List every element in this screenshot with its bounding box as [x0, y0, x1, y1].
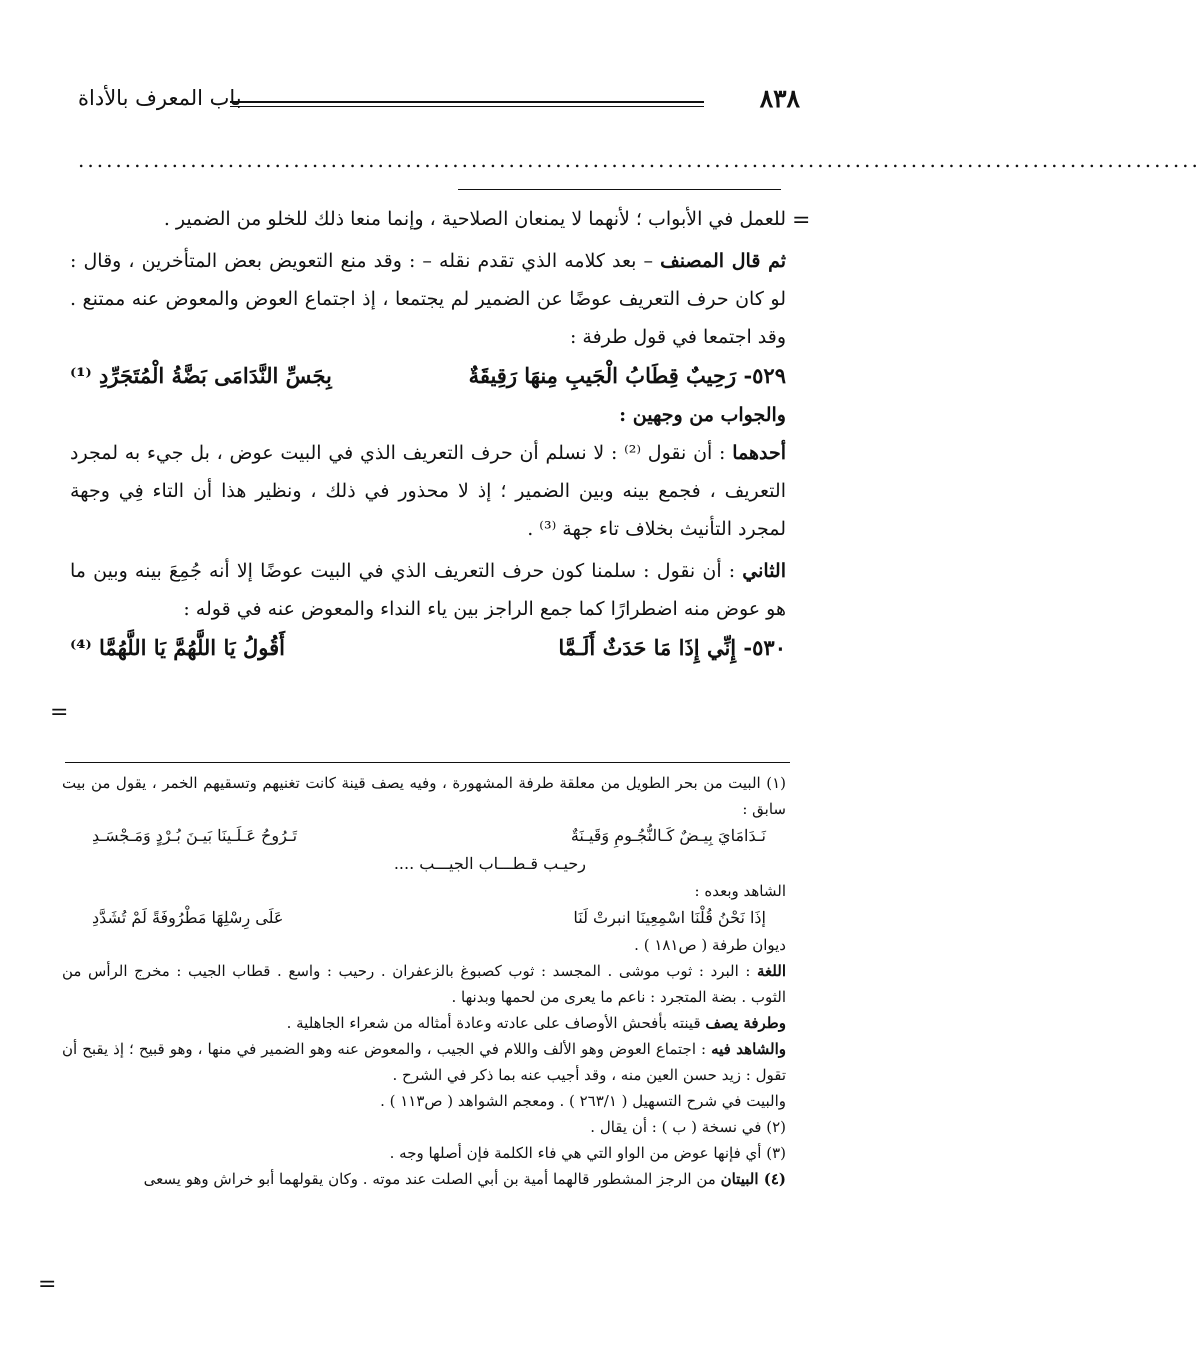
footnotes: [62, 770, 786, 1192]
footnote-rule: [65, 762, 790, 763]
page-number: ٨٣٨: [759, 84, 800, 113]
header-rule: [230, 101, 704, 107]
main-text: [70, 200, 786, 668]
paragraph-text: : أن نقول ⁽²⁾ : لا نسلم أن حرف التعريف الذي في البيت عوض ، بل جيء به لمجرد التعريف ، فجمع بينه وبين الضمير ؛ إذ لا محذور في ذلك ، ونظير هذا أن التاء فِي وجهة لمجرد التأنيث بخلاف تاء جهة ⁽³⁾ .: [70, 442, 786, 540]
footnote-lead: وطرفة يصف: [705, 1014, 786, 1032]
footnote-text: : البرد : ثوب موشى . المجسد : ثوب كصبوغ بالزعفران . رحيب : واسع . قطاب الجيب : مخرج الرأس من الثوب . بضة المتجرد : ناعم ما يعرى من لحمها وبدنها .: [62, 962, 786, 1006]
footnote-evidence: [62, 1036, 786, 1088]
verse-hemistich-second: أَقُولُ يَا اللَّهُمَّ يَا اللَّهُمَّا ⁽⁴⁾: [70, 635, 285, 660]
paragraph-author-quote: [70, 242, 786, 356]
footnote-verse: [62, 904, 786, 932]
footnote-1: (١) البيت من بحر الطويل من معلقة طرفة المشهورة ، وفيه يصف قينة كانت تغنيهم وتسقيهم الخمر ، يقول من بيت سابق :: [62, 774, 786, 818]
footnote-verse-fragment: رحيـب قـطـــاب الجيـــب ....: [393, 854, 586, 873]
footnote-vocabulary: [62, 958, 786, 1010]
paragraph-lead: أحدهما: [732, 442, 786, 464]
continuation-mark-top: =: [792, 208, 811, 233]
dotted-separator: ........................................................................................................................: [78, 148, 1201, 172]
paragraph-text: : أن نقول : سلمنا كون حرف التعريف الذي في البيت عوضًا إلا أنه جُمِعَ بينه وبين ما هو عوض منه اضطرارًا كما جمع الراجز بين ياء النداء والمعوض عنه في قوله :: [70, 560, 786, 620]
footnote-verse: [62, 822, 786, 850]
verse-hemistich-second: بِجَسِّ النَّدَامَى بَضَّةُ الْمُتَجَرِّدِ ⁽¹⁾: [70, 363, 332, 388]
verse-hemistich-second: تَـرُوحُ عَـلَـينَا بَيـنَ بُـرْدٍ وَمَـجْسَـدِ: [92, 826, 298, 845]
answer-heading: والجواب من وجهين :: [619, 404, 786, 426]
footnote-3: (٣) أي فإنها عوض من الواو التي هي فاء الكلمة فإن أصلها وجه .: [389, 1144, 786, 1162]
paragraph-first-answer: [70, 434, 786, 548]
footnote-text: من الرجز المشطور قالهما أمية بن أبي الصلت عند موته . وكان يقولهما أبو خراش وهو يسعى: [143, 1170, 721, 1188]
footnote-text: الشاهد وبعده :: [694, 882, 786, 900]
verse-529: [70, 356, 786, 396]
continuation-rule: [458, 189, 781, 190]
footnote-lead: والشاهد فيه: [711, 1040, 787, 1058]
paragraph-continuation: للعمل في الأبواب ؛ لأنهما لا يمنعان الصلاحية ، وإنما منعا ذلك للخلو من الضمير .: [163, 208, 786, 230]
verse-hemistich-first: ٥٣٠- إِنِّي إِذَا مَا حَدَثٌ أَلَـمَّا: [558, 635, 786, 660]
footnote-references: والبيت في شرح التسهيل ( ٢٦٣/١ ) . ومعجم الشواهد ( ص١١٣ ) .: [380, 1092, 786, 1110]
paragraph-text: – بعد كلامه الذي تقدم نقله – : وقد منع التعويض بعض المتأخرين ، وقال : لو كان حرف التعريف عوضًا عن الضمير لم يجتمعا ، إذ اجتماع العوض والمعوض عنه ممتنع . وقد اجتمعا في قول طرفة :: [70, 250, 786, 348]
footnote-4: [62, 1166, 786, 1192]
verse-hemistich-first: نَـدَامَايَ بِيـضٌ كَـالنُّجُـومِ وَقَيـنَةٌ: [570, 826, 766, 845]
verse-530: [70, 628, 786, 668]
footnote-text: : اجتماع العوض وهو الألف واللام في الجيب ، والمعوض عنه وهو الضمير في منها ، وهو قبيح ؛ إذ يقبح أن تقول : زيد حسن العين منه ، وقد أجيب عنه بما ذكر في الشرح .: [62, 1040, 786, 1084]
footnote-source: ديوان طرفة ( ص١٨١ ) .: [634, 936, 786, 954]
footnote-description: [62, 1010, 786, 1036]
paragraph-lead: ثم قال المصنف: [660, 250, 786, 272]
paragraph-lead: الثاني: [742, 560, 786, 582]
verse-hemistich-first: إذَا نَحْنُ قُلْنَا اسْمِعِينَا انبرتْ لَنَا: [573, 908, 766, 927]
page-header: [70, 84, 800, 124]
paragraph-answer-heading: [70, 396, 786, 434]
verse-hemistich-first: ٥٢٩- رَحِيبٌ قِطَابُ الْجَيبِ مِنهَا رَقِيقَةٌ: [468, 363, 786, 388]
footnote-lead: اللغة: [757, 962, 786, 980]
footnote-2: (٢) في نسخة ( ب ) : أن يقال .: [590, 1118, 786, 1136]
continuation-mark-bottom: =: [38, 1272, 57, 1297]
continuation-mark-verse: =: [50, 700, 69, 725]
verse-hemistich-second: عَلَى رِسْلِهَا مَطْرُوفَةً لَمْ تُشَدَّدِ: [92, 908, 284, 927]
footnote-text: قينته بأفحش الأوصاف على عادته وعادة أمثاله من شعراء الجاهلية .: [286, 1014, 706, 1032]
paragraph-second-answer: [70, 552, 786, 628]
footnote-lead: (٤) البيتان: [720, 1170, 786, 1188]
running-title: باب المعرف بالأداة: [78, 86, 242, 110]
